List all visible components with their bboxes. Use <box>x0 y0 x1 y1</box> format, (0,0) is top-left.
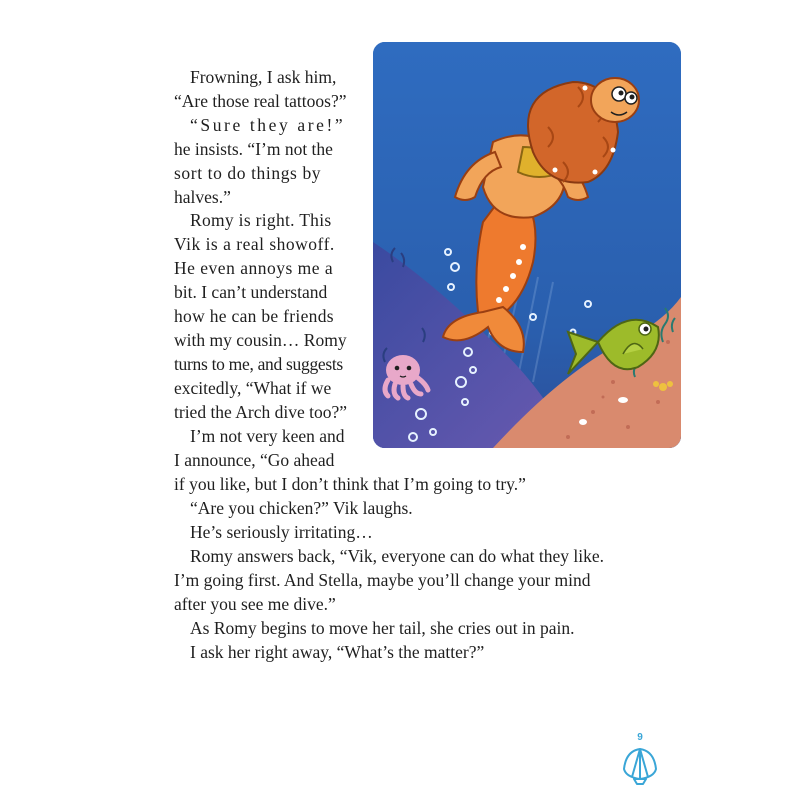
story-line: Vik is a real showoff. <box>174 234 335 254</box>
story-line: “Are you chicken?” Vik laughs. <box>190 498 413 518</box>
story-line: bit. I can’t understand <box>174 282 328 302</box>
story-line: turns to me, and suggests <box>174 354 343 374</box>
story-line: after you see me dive.” <box>174 594 336 614</box>
story-line: I’m going first. And Stella, maybe you’ll change your mind <box>174 570 591 590</box>
story-line: sort to do things by <box>174 163 322 183</box>
mermaid-illustration <box>373 42 681 448</box>
story-line: I ask her right away, “What’s the matter?” <box>190 642 485 662</box>
page-number-badge <box>612 732 668 791</box>
story-line: Romy answers back, “Vik, everyone can do what they like. <box>190 546 604 566</box>
story-line: He’s seriously irritating… <box>190 522 373 542</box>
story-line: halves.” <box>174 187 231 207</box>
mermaid-face <box>591 78 639 122</box>
shell-icon <box>612 735 668 791</box>
story-line: I’m not very keen and <box>190 426 345 446</box>
story-line: he insists. “I’m not the <box>174 139 333 159</box>
story-line: how he can be friends <box>174 306 334 326</box>
story-line: I announce, “Go ahead <box>174 450 335 470</box>
story-line: As Romy begins to move her tail, she cries out in pain. <box>190 618 575 638</box>
story-line: with my cousin… Romy <box>174 330 347 350</box>
story-line: Frowning, I ask him, <box>190 67 337 87</box>
page-number: 9 <box>637 732 643 743</box>
story-line: He even annoys me a <box>174 258 334 278</box>
story-line: “Are those real tattoos?” <box>174 91 347 111</box>
story-line: “Sure they are!” <box>190 115 346 135</box>
story-line: tried the Arch dive too?” <box>174 402 347 422</box>
story-line: excitedly, “What if we <box>174 378 332 398</box>
story-line: if you like, but I don’t think that I’m going to try.” <box>174 474 526 494</box>
story-line: Romy is right. This <box>190 210 332 230</box>
